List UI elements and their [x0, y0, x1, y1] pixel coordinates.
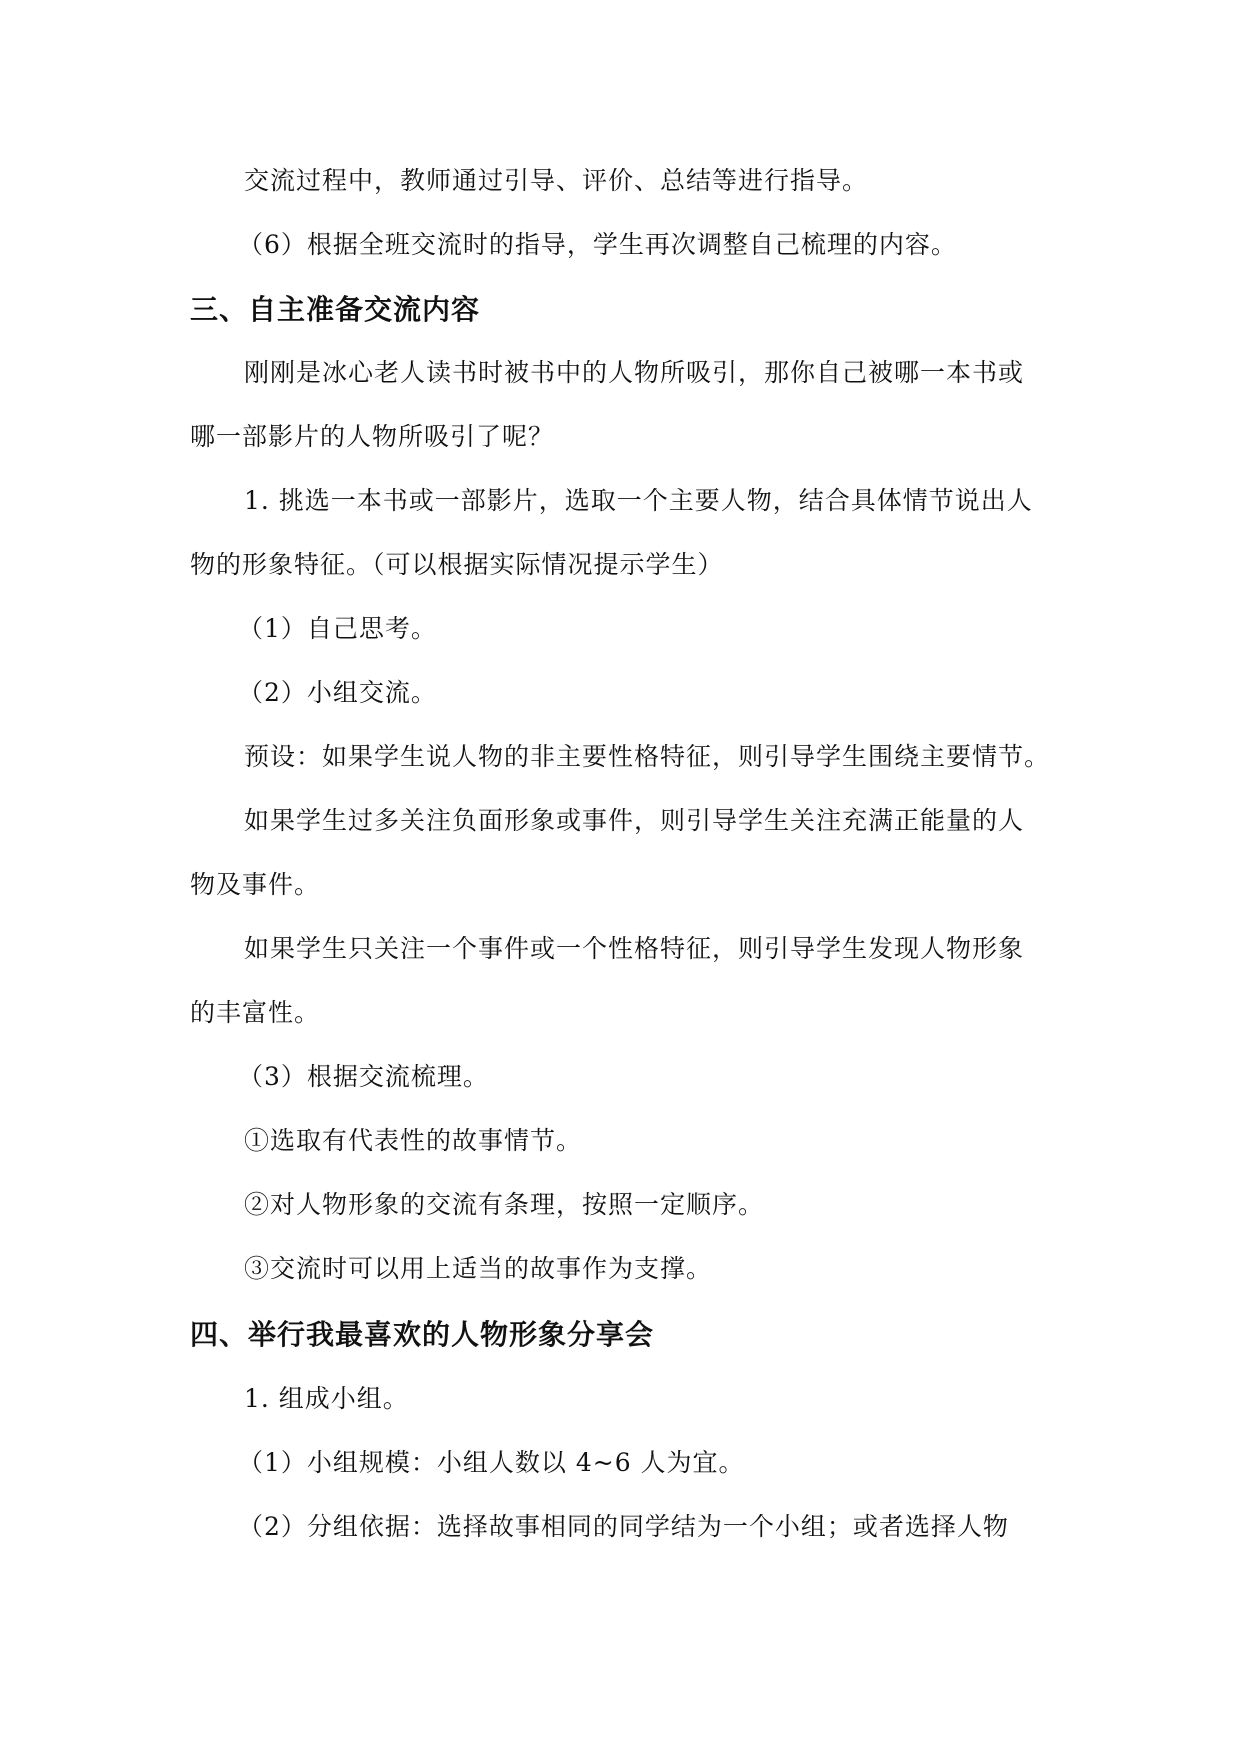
- list-item-1: （1）自己思考。: [238, 614, 437, 643]
- section-heading-4: 四、举行我最喜欢的人物形象分享会: [190, 1318, 655, 1351]
- section-heading-3: 三、自主准备交流内容: [190, 293, 481, 326]
- list-item-2: （2）分组依据：选择故事相同的同学结为一个小组；或者选择人物: [238, 1512, 1009, 1541]
- list-item-6: （6）根据全班交流时的指导，学生再次调整自己梳理的内容。: [238, 230, 957, 259]
- paragraph-line: 如果学生只关注一个事件或一个性格特征，则引导学生发现人物形象: [244, 934, 1025, 963]
- paragraph-line: 预设：如果学生说人物的非主要性格特征，则引导学生围绕主要情节。: [244, 742, 1051, 771]
- paragraph-line: 哪一部影片的人物所吸引了呢？: [190, 422, 555, 451]
- numbered-item-1: 1. 挑选一本书或一部影片，选取一个主要人物，结合具体情节说出人: [244, 486, 1033, 515]
- paragraph-line: 如果学生过多关注负面形象或事件，则引导学生关注充满正能量的人: [244, 806, 1025, 835]
- paragraph-line: 的丰富性。: [190, 998, 321, 1027]
- circled-item-2: ②对人物形象的交流有条理，按照一定顺序。: [244, 1190, 765, 1219]
- circled-item-3: ③交流时可以用上适当的故事作为支撑。: [244, 1254, 713, 1283]
- paragraph-line: 刚刚是冰心老人读书时被书中的人物所吸引，那你自己被哪一本书或: [244, 358, 1025, 387]
- list-item-1: （1）小组规模：小组人数以 4~6 人为宜。: [238, 1448, 745, 1477]
- paragraph-line: 物的形象特征。（可以根据实际情况提示学生）: [190, 550, 724, 579]
- numbered-item-1: 1. 组成小组。: [244, 1384, 409, 1413]
- paragraph-line: 交流过程中，教师通过引导、评价、总结等进行指导。: [244, 166, 869, 195]
- list-item-2: （2）小组交流。: [238, 678, 437, 707]
- circled-item-1: ①选取有代表性的故事情节。: [244, 1126, 583, 1155]
- list-item-3: （3）根据交流梳理。: [238, 1062, 489, 1091]
- paragraph-line: 物及事件。: [190, 870, 321, 899]
